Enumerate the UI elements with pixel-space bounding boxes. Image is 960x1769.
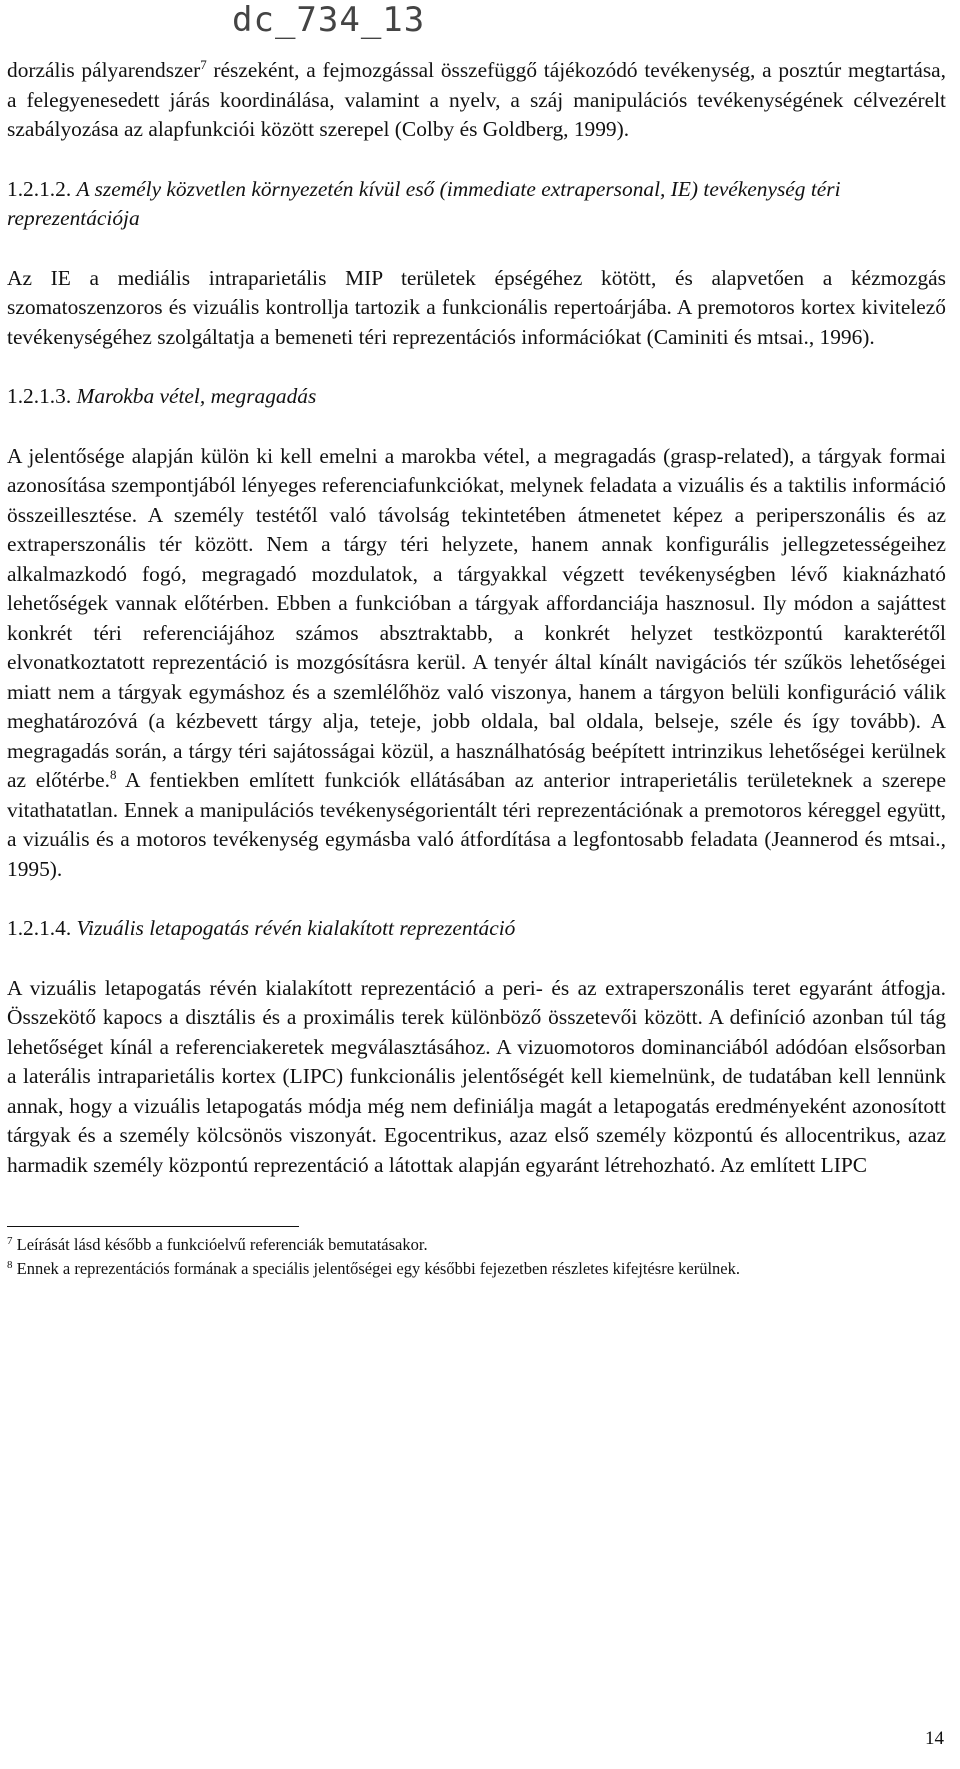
paragraph-grasp-text-b: A fentiekben említett funkciók ellátásában az anterior intraperietális területeknek a szerepe vitathatatlan. Ennek a manipulációs tevékenységorientált téri reprezentációnak a premotoros kéreggel együtt, a vizuális és a motoros tevékenység egymásba való átfordítása a legfontosabb feladata (Jeannerod és mtsai., 1995). [7, 768, 946, 881]
paragraph-intro [7, 56, 946, 145]
section-number: 1.2.1.4. [7, 916, 72, 940]
section-heading-1-2-1-3 [7, 382, 946, 412]
paragraph-ie: Az IE a mediális intraparietális MIP területek épségéhez kötött, és alapvetően a kézmozgás szomatoszenzoros és vizuális kontrollja tartozik a funkcionális repertoárjába. A premotoros kortex kivitelező tevékenységéhez szolgáltatja a bemeneti téri reprezentációs információkat (Caminiti és mtsai., 1996). [7, 265, 946, 349]
paragraph-intro-text-b: részeként, a fejmozgással összefüggő tájékozódó tevékenység, a posztúr megtartása, a felegyenesedett járás koordinálása, valamint a nyelv, a száj manipulációs tevékenységének célvezérelt szabályozása az alapfunkciói között szerepel (Colby és Goldberg, 1999). [7, 58, 947, 141]
footnote-text: Ennek a reprezentációs formának a speciális jelentőségei egy későbbi fejezetben részletes kifejtésre kerülnek. [16, 1258, 740, 1278]
footnote-number: 8 [7, 1258, 13, 1271]
section-title: Vizuális letapogatás révén kialakított reprezentáció [76, 916, 516, 940]
footnote-text: Leírását lásd később a funkcióelvű referenciák bemutatásakor. [16, 1235, 428, 1254]
footnotes [7, 1233, 946, 1280]
footnote-ref-8[interactable]: 8 [109, 767, 117, 782]
section-title: A személy közvetlen környezetén kívül eső (immediate extrapersonal, IE) tevékenység téri reprezentációja [7, 176, 841, 230]
document-code-header: dc_734_13 [232, 0, 426, 40]
footnote-ref-7[interactable]: 7 [200, 57, 207, 72]
section-title: Marokba vétel, megragadás [76, 384, 317, 408]
footnote-7 [7, 1233, 946, 1257]
paragraph-visual-scan: A vizuális letapogatás révén kialakított reprezentáció a peri- és az extraperszonális teret egyaránt átfogja. Összekötő kapocs a disztális és a proximális terek különböző összetevői között. A definíció azonban túl tág lehetőséget kínál a referenciakeretek megválasztásához. A vizuomotoros dominanciából adódóan elsősorban a laterális intraparietális kortex (LIPC) funkcionális jelentőségét kell kiemelnünk, de tudatában kell lennünk annak, hogy a vizuális letapogatás módja még nem definiálja magát a letapogatás eredményeként azonosított tárgyak és a személy kölcsönös viszonyát. Egocentrikus, azaz első személy központú és allocentrikus, azaz harmadik személy központú reprezentáció a látottak alapján egyaránt létrehozható. Az említett LIPC [7, 975, 946, 1177]
section-heading-1-2-1-4 [7, 914, 946, 944]
section-number: 1.2.1.3. [7, 384, 72, 408]
page-number: 14 [925, 1728, 944, 1749]
footnote-number: 7 [7, 1235, 13, 1247]
footnote-8 [7, 1257, 946, 1281]
paragraph-grasp [7, 442, 946, 885]
paragraph-grasp-text-a: A jelentősége alapján külön ki kell emelni a marokba vétel, a megragadás (grasp-related), a tárgyak formai azonosítása szempontjából lényeges referenciafunkciókat, melynek feladata a vizuális és a taktilis információ összeillesztése. A személy testétől való távolság tekintetében átmenetet képez a periperszonális és az extraperszonális tér között. Nem a tárgy téri helyzete, hanem annak konfigurális jellegzetességeihez alkalmazkodó fogó, megragadó mozdulatok, a tárgyakkal végzett tevékenységben lévő kiaknázható lehetőségek vannak előtérben. Ebben a funkcióban a tárgyak affordanciája hasznosul. Ily módon a sajáttest konkrét téri referenciájához számos absztraktabb, a konkrét helyzet testközpontú karakterétől elvonatkoztatott reprezentáció is mozgósításra kerül. A tenyér által kínált navigációs tér szűkös lehetőségei miatt nem a tárgyak egymáshoz és a szemlélőhöz való viszonya, hanem a tárgyon belüli konfiguráció válik meghatározóvá (a kézbevett tárgy alja, teteje, jobb oldala, bal oldala, belseje, széle és így tovább). A megragadás során, a tárgy téri sajátosságai közül, a használhatóság beépített intrinzikus lehetőségei kerülnek az előtérbe. [7, 443, 946, 792]
section-heading-1-2-1-2 [7, 175, 946, 234]
footnote-separator [7, 1226, 299, 1227]
paragraph-intro-text-a: dorzális pályarendszer [7, 58, 201, 82]
section-number: 1.2.1.2. [7, 176, 72, 201]
page-content [7, 56, 946, 1280]
